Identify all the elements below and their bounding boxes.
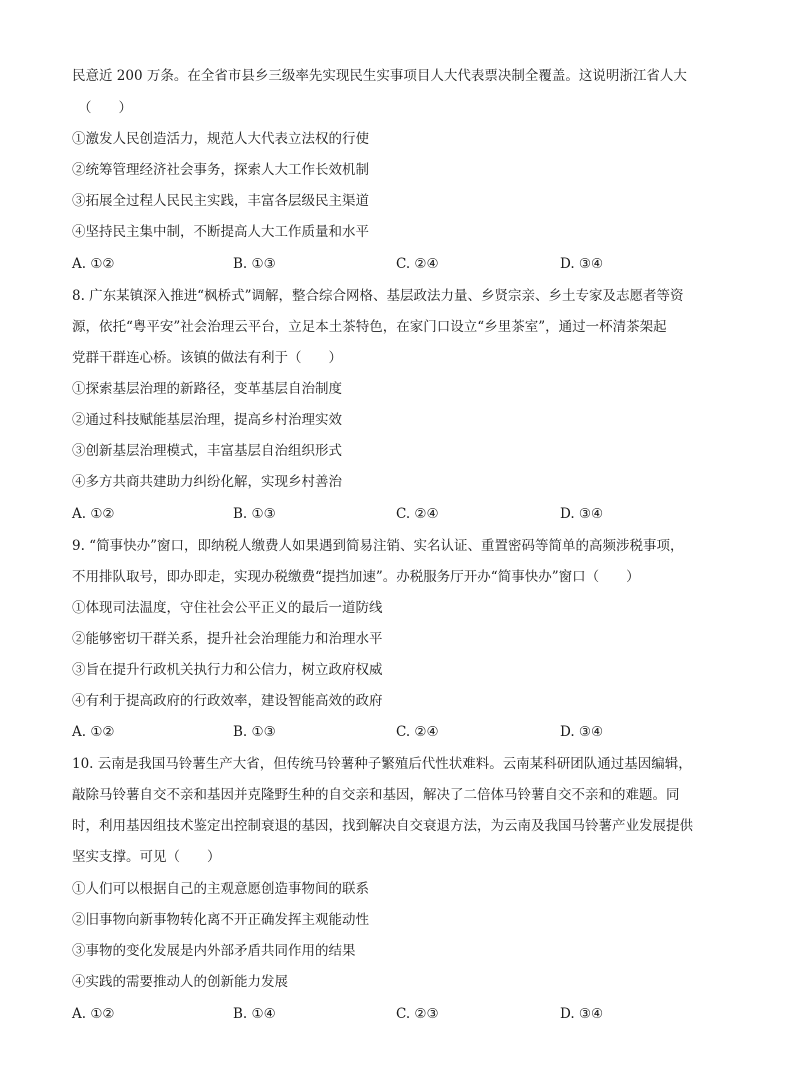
- q7-statement-1: ①激发人民创造活力，规范人大代表立法权的行使: [72, 131, 369, 147]
- q7-statement-2: ②统筹管理经济社会事务，探索人大工作长效机制: [72, 162, 369, 178]
- q8-stem-line-1: 8. 广东某镇深入推进“枫桥式”调解，整合综合网格、基层政法力量、乡贤宗亲、乡土专家及志愿者等资: [72, 288, 684, 304]
- q10-stem-line-2: 敲除马铃薯自交不亲和基因并克隆野生种的自交亲和基因，解决了二倍体马铃薯自交不亲和的难题。同: [72, 787, 680, 803]
- q9-statement-3: ③旨在提升行政机关执行力和公信力，树立政府权威: [72, 662, 383, 678]
- q9-statement-1: ①体现司法温度，守住社会公平正义的最后一道防线: [72, 600, 383, 616]
- q8-options: [72, 504, 722, 524]
- q10-option-a[interactable]: A. ①②: [72, 1006, 115, 1022]
- q9-stem-line-1: 9. “简事快办”窗口，即纳税人缴费人如果遇到简易注销、实名认证、重置密码等简单的高频涉税事项，: [72, 538, 684, 554]
- q10-stem-line-1: 10. 云南是我国马铃薯生产大省，但传统马铃薯种子繁殖后代性状难料。云南某科研团队通过基因编辑，: [72, 756, 692, 772]
- q7-options: [72, 254, 722, 274]
- q10-options: [72, 1004, 722, 1024]
- q9-option-b[interactable]: B. ①③: [233, 724, 276, 740]
- q10-option-b[interactable]: B. ①④: [233, 1006, 276, 1022]
- q9-option-d[interactable]: D. ③④: [560, 724, 604, 740]
- q8-option-c[interactable]: C. ②④: [396, 506, 439, 522]
- q9-options: [72, 722, 722, 742]
- q8-statement-4: ④多方共商共建助力纠纷化解，实现乡村善治: [72, 474, 342, 490]
- q10-stem-line-4: 坚实支撑。可见（ ）: [72, 849, 221, 865]
- q10-option-d[interactable]: D. ③④: [560, 1006, 604, 1022]
- q10-stem-line-3: 时，利用基因组技术鉴定出控制衰退的基因，找到解决自交衰退方法，为云南及我国马铃薯产业发展提供: [72, 818, 693, 834]
- q7-option-a[interactable]: A. ①②: [72, 256, 115, 272]
- q7-statement-4: ④坚持民主集中制，不断提高人大工作质量和水平: [72, 224, 369, 240]
- q10-statement-2: ②旧事物向新事物转化离不开正确发挥主观能动性: [72, 912, 369, 928]
- q9-option-a[interactable]: A. ①②: [72, 724, 115, 740]
- q7-option-b[interactable]: B. ①③: [233, 256, 276, 272]
- q7-option-d[interactable]: D. ③④: [560, 256, 604, 272]
- q9-statement-4: ④有利于提高政府的行政效率，建设智能高效的政府: [72, 693, 383, 709]
- q10-statement-4: ④实践的需要推动人的创新能力发展: [72, 974, 288, 990]
- q9-statement-2: ②能够密切干群关系，提升社会治理能力和治理水平: [72, 631, 383, 647]
- q7-statement-3: ③拓展全过程人民民主实践，丰富各层级民主渠道: [72, 193, 369, 209]
- q7-option-c[interactable]: C. ②④: [396, 256, 439, 272]
- q10-option-c[interactable]: C. ②③: [396, 1006, 439, 1022]
- q8-statement-3: ③创新基层治理模式，丰富基层自治组织形式: [72, 443, 342, 459]
- q9-stem-line-2: 不用排队取号，即办即走，实现办税缴费“提挡加速”。办税服务厅开办“简事快办”窗口（ ）: [72, 569, 640, 585]
- q8-option-d[interactable]: D. ③④: [560, 506, 604, 522]
- q8-statement-1: ①探索基层治理的新路径，变革基层自治制度: [72, 381, 342, 397]
- q8-option-a[interactable]: A. ①②: [72, 506, 115, 522]
- q8-stem-line-2: 源，依托“粤平安”社会治理云平台，立足本土茶特色，在家门口设立“乡里茶室”，通过一杯清茶架起: [72, 319, 667, 335]
- q9-option-c[interactable]: C. ②④: [396, 724, 439, 740]
- q8-stem-line-3: 党群干群连心桥。该镇的做法有利于（ ）: [72, 350, 342, 366]
- q8-option-b[interactable]: B. ①③: [233, 506, 276, 522]
- q7-answer-bracket: （ ）: [78, 100, 132, 116]
- q10-statement-1: ①人们可以根据自己的主观意愿创造事物间的联系: [72, 881, 369, 897]
- q7-stem-line-1: 民意近 200 万条。在全省市县乡三级率先实现民生实事项目人大代表票决制全覆盖。这说明浙江省人大: [72, 68, 687, 84]
- q8-statement-2: ②通过科技赋能基层治理，提高乡村治理实效: [72, 412, 342, 428]
- q10-statement-3: ③事物的变化发展是内外部矛盾共同作用的结果: [72, 943, 356, 959]
